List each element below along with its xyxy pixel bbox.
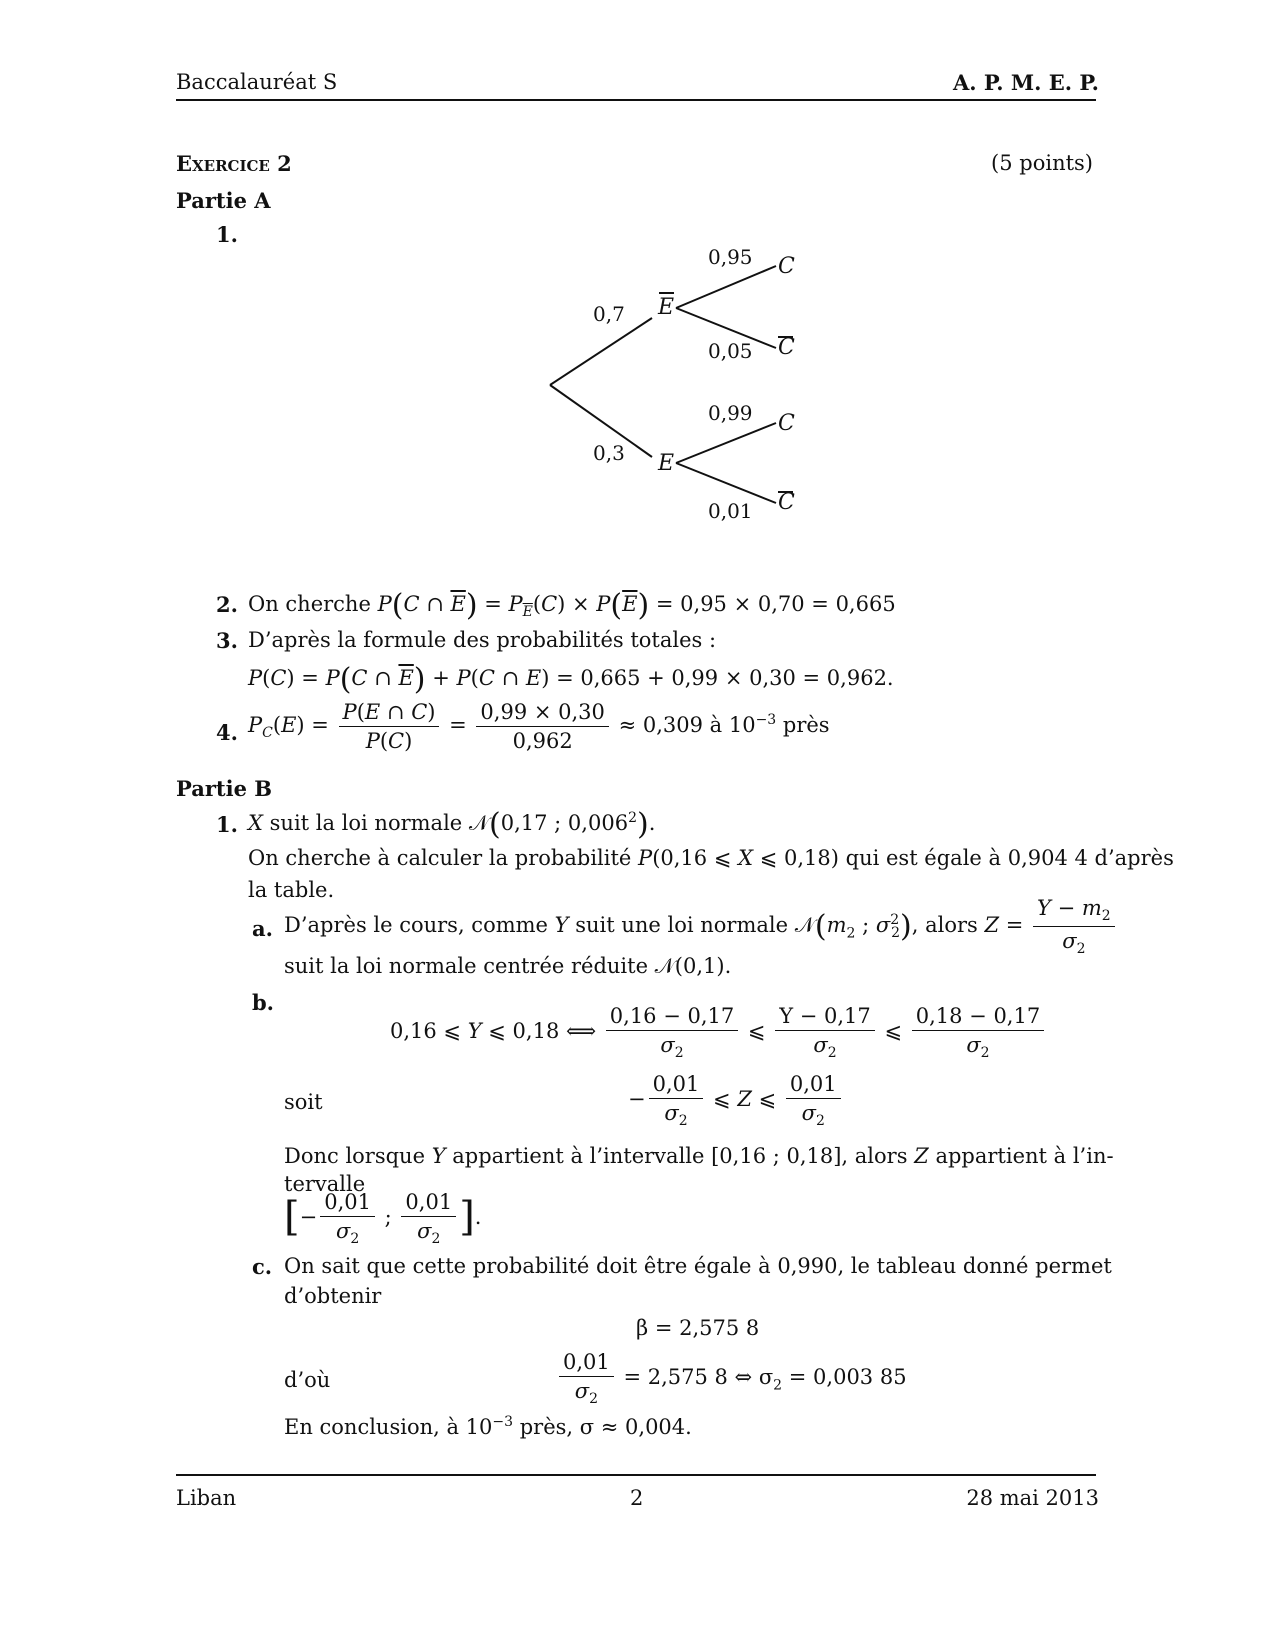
partB-q1-number: 1. <box>216 812 238 837</box>
footer-rule <box>176 1474 1096 1476</box>
partB-title: Partie B <box>176 776 272 801</box>
header-left: Baccalauréat S <box>176 70 338 94</box>
exercise-points: (5 points) <box>991 151 1093 175</box>
partB-b-equivalence: 0,16 ⩽ Y ⩽ 0,18 ⟺ $\frac{0,16 - 0,17}{\sigma_2}$ ⩽ $\frac{Y - 0,17}{\sigma_2}$ ⩽ $\frac{0,18 - 0,17}{\sigma_2}$ <box>390 1004 1047 1061</box>
header-right: A. P. M. E. P. <box>953 70 1099 95</box>
tree-prob-leaf3: 0,99 <box>708 401 753 425</box>
probability-tree <box>0 0 1275 560</box>
tree-node-lower: E <box>658 451 675 476</box>
tree-leaf3: C <box>778 411 795 436</box>
tree-branch-root-upper <box>550 318 652 385</box>
tree-prob-leaf1: 0,95 <box>708 245 753 269</box>
tree-node-upper: E <box>658 295 675 320</box>
partA-q4-formula: $P_C(E)$ = $\frac{P(E \cap C)}{P(C)}$ = $\frac{0,99 \times 0,30}{0,962}$ ≈ 0,309 à $10^{-3}$ près <box>248 700 830 753</box>
partB-b-z-inequality: − $\frac{0,01}{\sigma_2}$ ⩽ Z ⩽ $\frac{0,01}{\sigma_2}$ <box>628 1072 844 1129</box>
partB-a-line2: suit la loi normale centrée réduite 𝒩(0,1). <box>284 954 732 978</box>
partA-q3-formula: P(C) = P(C ∩ $\overline{E}) + P(C$ ∩ E) = 0,665 + 0,99 × 0,30 = 0,962. <box>248 662 894 697</box>
footer-left: Liban <box>176 1486 237 1510</box>
partB-b-interval: [− $\frac{0,01}{\sigma_2}$ ; $\frac{0,01}{\sigma_2}$ ]. <box>284 1190 482 1248</box>
partB-a-label: a. <box>252 916 273 941</box>
partB-c-conclusion: En conclusion, à $10^{-3}$ près, σ ≈ 0,004. <box>284 1414 692 1439</box>
partA-q4-number: 4. <box>216 720 238 745</box>
partB-a-line1: D’après le cours, comme Y suit une loi normale $𝒩(m_2$ ; $\sigma^2_2$), alors Z = $\frac{Y - m_2}{\sigma_2}$ <box>284 896 1118 957</box>
partB-c-dou: d’où <box>284 1368 331 1392</box>
tree-branch-upper-1 <box>676 266 776 308</box>
exercise-title: Exercice 2 <box>176 151 292 176</box>
tree-branch-lower-2 <box>676 463 776 503</box>
partA-q1-number: 1. <box>216 222 238 247</box>
partB-q1-line3: la table. <box>248 878 335 902</box>
tree-prob-leaf2: 0,05 <box>708 339 753 363</box>
partA-title: Partie A <box>176 188 271 213</box>
partB-c-line1: On sait que cette probabilité doit être égale à 0,990, le tableau donné permet <box>284 1254 1112 1278</box>
page-number: 2 <box>630 1486 644 1510</box>
partB-c-line2: d’obtenir <box>284 1284 382 1308</box>
tree-leaf1: C <box>778 254 795 279</box>
tree-leaf4: C <box>778 490 795 515</box>
partB-c-beta: β = 2,575 8 <box>636 1316 760 1340</box>
partB-b-tervalle: tervalle <box>284 1172 366 1196</box>
tree-leaf2: C <box>778 335 795 360</box>
tree-prob-root-upper: 0,7 <box>593 302 625 326</box>
partA-q2-number: 2. <box>216 592 238 617</box>
footer-right: 28 mai 2013 <box>966 1486 1099 1510</box>
partB-b-soit: soit <box>284 1090 323 1114</box>
partB-q1-line2: On cherche à calculer la probabilité P(0,16 ⩽ X ⩽ 0,18) qui est égale à 0,904 4 d’après <box>248 846 1174 870</box>
partB-c-label: c. <box>252 1254 273 1279</box>
partA-q3-number: 3. <box>216 628 238 653</box>
tree-prob-root-lower: 0,3 <box>593 441 625 465</box>
partB-c-equation: $\frac{0,01}{\sigma_2}$ = 2,575 8 ⇔ $\sigma_2 = 0,003$ 85 <box>556 1350 907 1407</box>
tree-prob-leaf4: 0,01 <box>708 499 753 523</box>
partB-b-donc: Donc lorsque Y appartient à l’intervalle [0,16 ; 0,18], alors Z appartient à l’in- <box>284 1144 1114 1168</box>
tree-branch-lower-1 <box>676 423 776 463</box>
partB-b-label: b. <box>252 990 274 1015</box>
partA-q2-text: On cherche P(C ∩ $\overline{E}) = P_{\overline{E}}(C) \times P(\overline{E}) = 0,95 \times 0,70 = 0,665$ <box>248 588 896 623</box>
partB-q1-line1: X suit la loi normale 𝒩(0,17 ; 0,006$^2$). <box>248 807 656 842</box>
partA-q3-text: D’après la formule des probabilités totales : <box>248 628 717 652</box>
